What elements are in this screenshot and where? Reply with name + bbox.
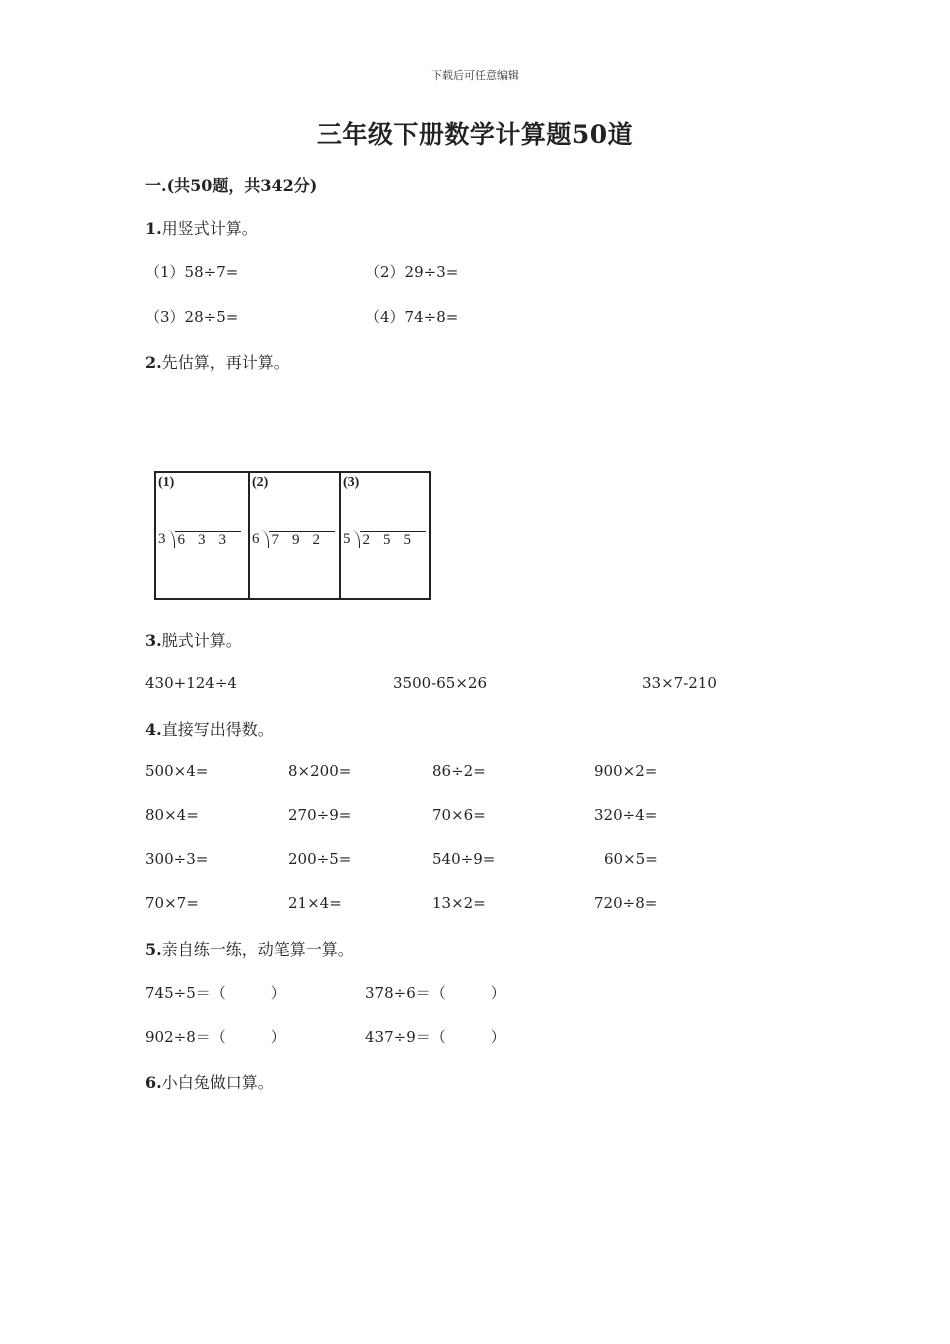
long-division-table [154,471,431,600]
cell-label: (1) [158,475,175,490]
question-1 [145,216,258,239]
cell-label: (3) [343,475,360,490]
question-text: 用竖式计算。 [161,219,258,238]
section-heading: 一.(共50题，共342分) [145,176,318,195]
question-number: 6. [145,1073,162,1092]
question-number: 4. [145,720,162,739]
q5-item-2: 378÷6＝（ ） [365,984,506,1002]
dividend: 255 [360,531,427,549]
document-title: 三年级下册数学计算题50道 [316,120,634,149]
question-text: 脱式计算。 [161,631,242,650]
q5-item-3: 902÷8＝（ ） [145,1028,286,1046]
long-division [343,531,426,549]
question-3 [145,628,242,651]
q3-item-2: 3500-65×26 [393,674,487,692]
q4-item: 60×5= [604,850,658,868]
question-number: 2. [145,353,162,372]
question-number: 1. [145,219,162,238]
q4-item: 540÷9= [432,850,496,868]
division-bracket [351,530,360,548]
q4-item: 80×4= [145,806,199,824]
dividend: 633 [175,531,242,549]
q5-item-1: 745÷5＝（ ） [145,984,286,1002]
question-text: 先估算，再计算。 [161,353,290,372]
question-text: 小白兔做口算。 [161,1073,274,1092]
q4-item: 500×4= [145,762,209,780]
q4-item: 720÷8= [594,894,658,912]
cell-label: (2) [252,475,269,490]
long-division [252,531,335,549]
question-text: 直接写出得数。 [161,720,274,739]
question-number: 3. [145,631,162,650]
divisor: 6 [252,531,260,547]
division-cell-1 [156,473,248,598]
question-4 [145,717,274,740]
q3-item-3: 33×7-210 [642,674,717,692]
division-cell-3 [339,473,431,598]
question-5 [145,937,354,960]
question-6 [145,1070,274,1093]
q4-item: 70×7= [145,894,199,912]
long-division [158,531,241,549]
q1-item-2: （2）29÷3= [365,263,459,281]
question-text: 亲自练一练，动笔算一算。 [161,940,354,959]
q4-item: 8×200= [288,762,352,780]
page-header: 下载后可任意编辑 [431,69,519,82]
division-bracket [260,530,269,548]
q4-item: 70×6= [432,806,486,824]
q4-item: 86÷2= [432,762,486,780]
question-2 [145,350,290,373]
q1-item-1: （1）58÷7= [145,263,239,281]
q4-item: 21×4= [288,894,342,912]
division-bracket [166,530,175,548]
q4-item: 13×2= [432,894,486,912]
dividend: 792 [269,531,336,549]
divisor: 5 [343,531,351,547]
q1-item-4: （4）74÷8= [365,308,459,326]
q4-item: 320÷4= [594,806,658,824]
q4-item: 200÷5= [288,850,352,868]
division-cell-2 [248,473,341,598]
q5-item-4: 437÷9＝（ ） [365,1028,506,1046]
q4-item: 900×2= [594,762,658,780]
q1-item-3: （3）28÷5= [145,308,239,326]
q4-item: 300÷3= [145,850,209,868]
q4-item: 270÷9= [288,806,352,824]
q3-item-1: 430+124÷4 [145,674,237,692]
question-number: 5. [145,940,162,959]
divisor: 3 [158,531,166,547]
